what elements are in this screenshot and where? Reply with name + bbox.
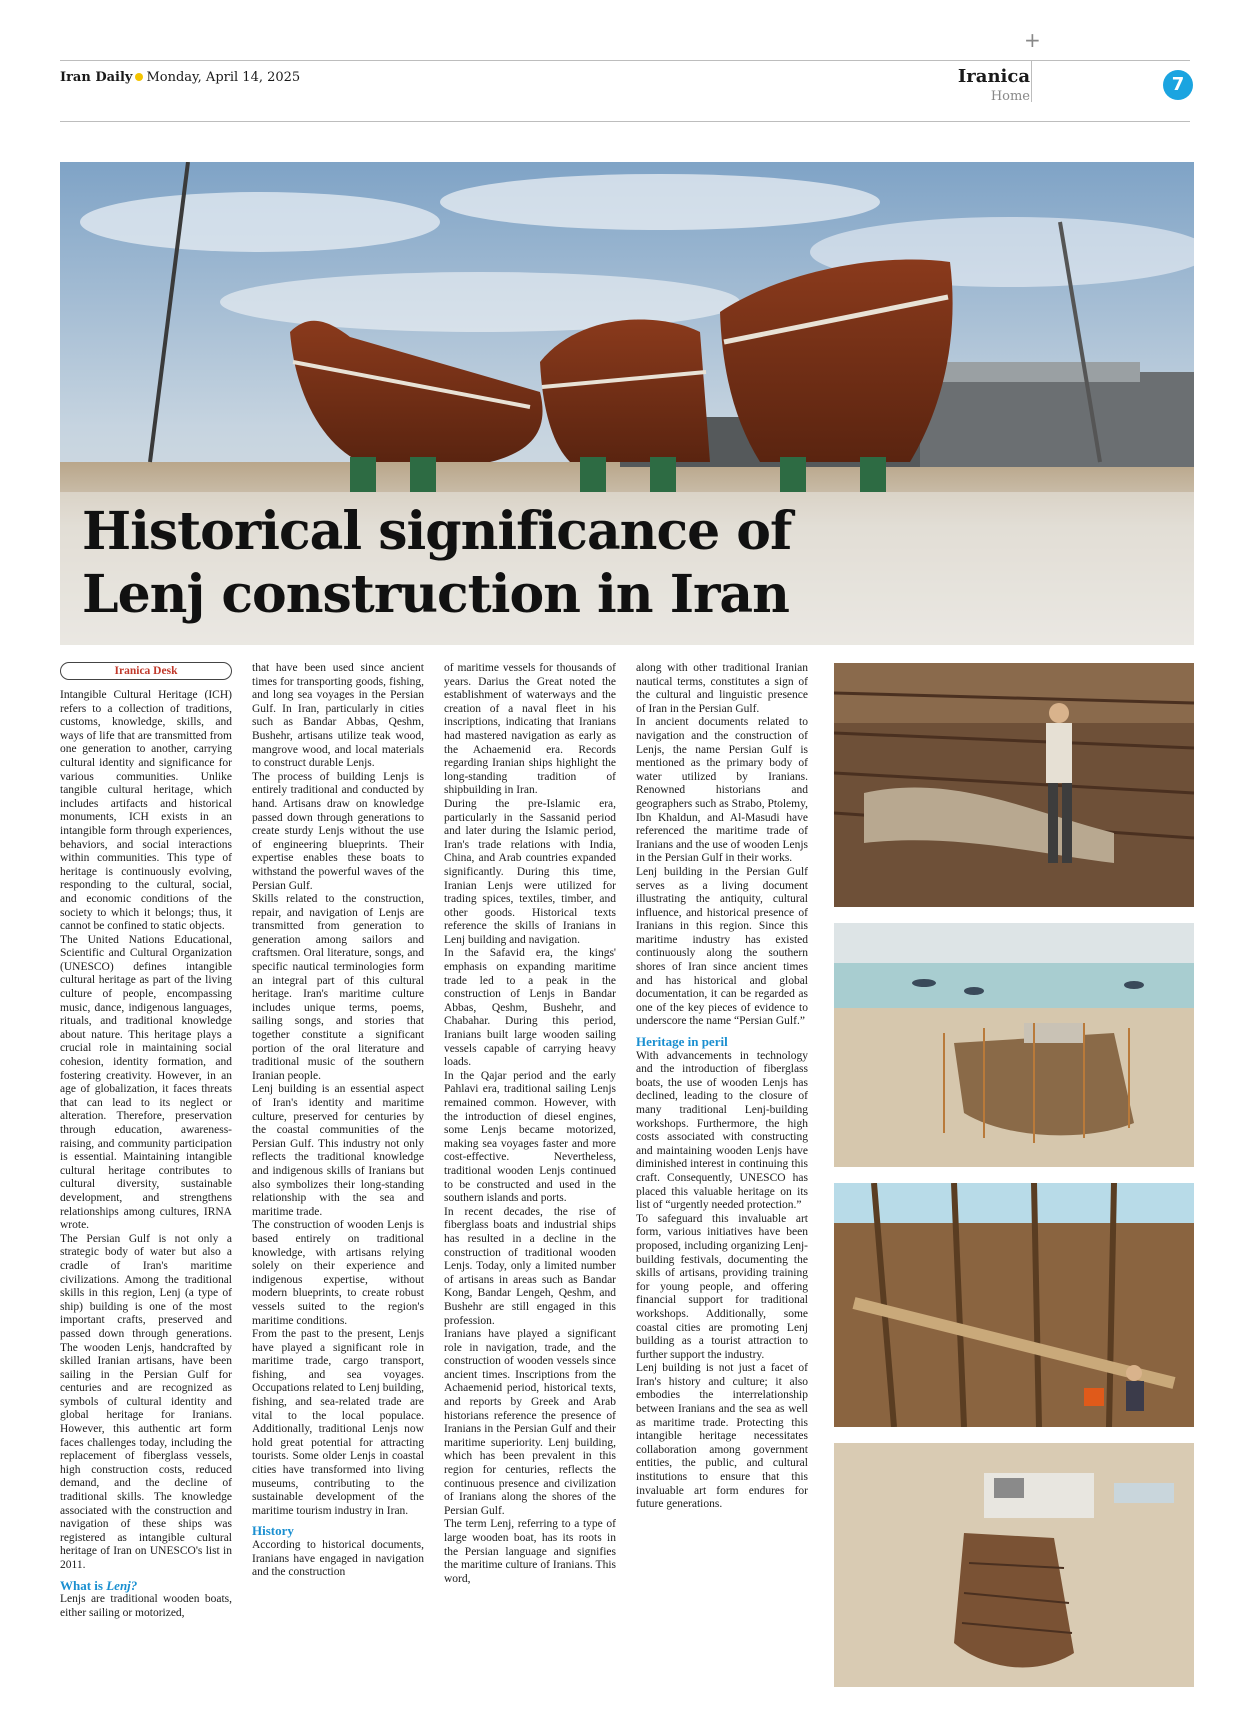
photo-craftsman [834, 663, 1194, 907]
paragraph: Iranians have played a significant role in navigation, trade, and the construction of wooden vessels since ancient times. Inscriptions from the Achaemenid period, historical texts, and reports by Greek and Arab historians reference the presence of Iranians in the Persian Gulf and their maritime superiority. Lenj building, which has been prevalent in this region for centuries, reflects the continuous presence and civilization of Iranians along the shores of the Persian Gulf. [444, 1328, 616, 1517]
section-divider [1031, 60, 1032, 102]
paragraph: The United Nations Educational, Scientific and Cultural Organization (UNESCO) defines intangible cultural heritage as part of the living culture of people, encompassing music, dance, indigenous languages, rituals, and traditional knowledge about nature. This heritage plays a crucial role in maintaining social cohesion, identity formation, and fostering creativity. However, in an age of globalization, it faces threats that can lead to its neglect or alteration. Therefore, preservation through education, awareness-raising, and community participation is essential. Maintaining intangible cultural heritage contributes to cultural diversity, sustainable development, and strengthens relationships among cultures, IRNA wrote. [60, 933, 232, 1232]
paragraph: Intangible Cultural Heritage (ICH) refers to a collection of traditions, customs, knowledge, skills, and ways of life that are transmitted from one generation to another, carrying cultural identity and significance for various communities. Unlike tangible cultural heritage, which includes artifacts and historical monuments, ICH exists in an intangible form through experiences, behaviors, and social interactions within communities. This type of heritage is continuously evolving, responding to the cultural, social, and economic conditions of the society to which it belongs; thus, it cannot be confined to static objects. [60, 689, 232, 933]
section-label [920, 66, 1030, 104]
paragraph: that have been used since ancient times for transporting goods, fishing, and long sea voyages in the Persian Gulf. In Iran, particularly in cities such as Bandar Abbas, Qeshm, Bushehr, artisans utilize teak wood, mangrove wood, and local materials to construct durable Lenjs. [252, 662, 424, 770]
paragraph: Lenj building in the Persian Gulf serves as a living document illustrating the antiquity, cultural influence, and historical presence of Iranians in this region. Since this maritime industry has existed continuously along the southern shores of Iran since ancient times and has historical and global documentation, it can be regarded as one of the key pieces of evidence to underscore the name “Persian Gulf.” [636, 865, 808, 1028]
paragraph: The term Lenj, referring to a type of large wooden boat, has its roots in the Persian language and signifies the maritime culture of Iranians. This word, [444, 1518, 616, 1585]
byline: Iranica Desk [60, 662, 232, 680]
article-column-3 [444, 662, 616, 1586]
section-subtitle: Home [990, 89, 1030, 104]
subheading-prefix: What is [60, 1577, 107, 1593]
subheading-what-is-lenj [60, 1579, 232, 1593]
paragraph: Lenj building is not just a facet of Iran's history and culture; it also embodies the interrelationship between Iranians and the sea as well as maritime trade. Protecting this intangible heritage necessitates collaboration among government entities, the public, and cultural institutions to ensure that this invaluable art form endures for future generations. [636, 1362, 808, 1511]
dot-icon [135, 73, 143, 81]
headline-line-2: Lenj construction in Iran [82, 564, 789, 625]
paragraph: of maritime vessels for thousands of years. Darius the Great noted the establishment of waterways and the creation of a naval fleet in his inscriptions, indicating that Iranians had mastered navigation as early as the Achaemenid era. Records regarding Iranian ships highlight the long-standing tradition of shipbuilding in Iran. [444, 662, 616, 797]
paragraph: Skills related to the construction, repair, and navigation of Lenjs are transmitted from generation to generation among sailors and craftsmen. Oral literature, songs, and specific nautical terminologies form an integral part of this cultural heritage. Iran's maritime culture includes unique terms, poems, sailing songs, and stories that together constitute a significant portion of the oral literature and traditional music of the southern Iranian people. [252, 893, 424, 1082]
section-title: Iranica [957, 66, 1030, 87]
subheading-history: History [252, 1523, 294, 1539]
plus-icon: + [1024, 28, 1041, 52]
article-column-4 [636, 662, 808, 1512]
paragraph: In the Safavid era, the kings' emphasis on expanding maritime trade led to a peak in the construction of Lenjs in Bandar Abbas, Qeshm, Bushehr, and Chabahar. During this period, Iranians built large wooden sailing vessels capable of carrying heavy loads. [444, 947, 616, 1069]
article-column-1 [60, 662, 232, 1620]
issue-date: Monday, April 14, 2025 [146, 70, 301, 85]
paragraph: To safeguard this invaluable art form, various initiatives have been proposed, including organizing Lenj-building festivals, documenting the skills of artisans, providing training for young people, and offering financial support for traditional workshops. Additionally, some coastal cities are promoting Lenj building as a tourist attraction to further support the industry. [636, 1212, 808, 1361]
paragraph: According to historical documents, Iranians have engaged in navigation and the construction [252, 1539, 424, 1579]
paragraph: along with other traditional Iranian nautical terms, constitutes a sign of the cultural and linguistic presence of Iran in the Persian Gulf. [636, 662, 808, 715]
header-top-rule [60, 60, 1190, 61]
paragraph: Lenjs are traditional wooden boats, either sailing or motorized, [60, 1593, 232, 1619]
photo-aerial-lenj [834, 1443, 1194, 1687]
article-column-2 [252, 662, 424, 1580]
paragraph: In the Qajar period and the early Pahlavi era, traditional sailing Lenjs remained common. However, with the introduction of diesel engines, some Lenjs became motorized, making sea voyages faster and more cost-effective. Nevertheless, traditional wooden Lenjs continued to be constructed and used in the southern islands and ports. [444, 1069, 616, 1205]
paragraph: Lenj building is an essential aspect of Iran's identity and maritime culture, preserved for centuries by the coastal communities of the Persian Gulf. This industry not only reflects the traditional knowledge and indigenous skills of Iranians but also symbolizes their long-standing relationship with the sea and maritime trade. [252, 1083, 424, 1218]
photo-hull-frame [834, 1183, 1194, 1427]
photo-lenj-on-shore [834, 923, 1194, 1167]
headline-line-1: Historical significance of [82, 501, 792, 562]
paragraph: During the pre-Islamic era, particularly in the Sassanid period and later during the Islamic period, Iran's trade relations with India, China, and Arab countries expanded significantly. During this time, Iranian Lenjs were utilized for trading spices, textiles, timber, and other goods. Historical texts reference the skills of Iranians in Lenj building and navigation. [444, 797, 616, 946]
subheading-term: Lenj? [106, 1577, 138, 1593]
paragraph: The construction of wooden Lenjs is based entirely on traditional knowledge, with artisans relying solely on their experience and indigenous expertise, without modern blueprints, to create robust vessels suited to the region's maritime conditions. [252, 1219, 424, 1327]
paragraph: From the past to the present, Lenjs have played a significant role in maritime trade, cargo transport, fishing, and sea voyages. Occupations related to Lenj building, fishing, and sea-related trade are vital to the local populace. Additionally, traditional Lenjs now hold great potential for attracting tourists. Some older Lenjs in coastal cities have transformed into living museums, contributing to the sustainable development of the maritime tourism industry in Iran. [252, 1328, 424, 1517]
subheading-heritage-in-peril: Heritage in peril [636, 1034, 728, 1050]
page-number-badge: 7 [1163, 70, 1193, 100]
paragraph: The Persian Gulf is not only a strategic body of water but also a cradle of Iran's maritime civilizations. Among the traditional skills in this region, Lenj (a type of ship) building is one of the most important crafts, preserved and passed down through generations. The wooden Lenjs, handcrafted by skilled Iranian artisans, have been sailing in the Persian Gulf for centuries and are recognized as symbols of cultural identity and global heritage for Iranians. However, this authentic art form faces challenges today, including the replacement of fiberglass vessels, high construction costs, reduced demand, and the decline of traditional skills. The knowledge associated with the construction and navigation of these ships was registered as intangible cultural heritage of Iran on UNESCO's list in 2011. [60, 1232, 232, 1571]
paragraph: With advancements in technology and the introduction of fiberglass boats, the use of wooden Lenjs has declined, leading to the closure of many traditional Lenj-building workshops. Furthermore, the high costs associated with constructing and maintaining wooden Lenjs have diminished interest in continuing this craft. Consequently, UNESCO has placed this valuable heritage on its list of “urgently needed protection.” [636, 1049, 808, 1212]
header-bottom-rule [60, 121, 1190, 122]
masthead [60, 70, 300, 85]
paragraph: In ancient documents related to navigation and the construction of Lenjs, the name Persian Gulf is mentioned as the primary body of water utilized by Iranians. Renowned historians and geographers such as Strabo, Ptolemy, Ibn Khaldun, and Al-Masudi have referenced the maritime trade of Iranians and the use of wooden Lenjs in the Persian Gulf in their works. [636, 716, 808, 865]
paragraph: In recent decades, the rise of fiberglass boats and industrial ships has resulted in a decline in the construction of traditional wooden Lenjs. Today, only a limited number of artisans in areas such as Bandar Kong, Bandar Lengeh, Qeshm, and Bushehr are still engaged in this profession. [444, 1205, 616, 1327]
paragraph: The process of building Lenjs is entirely traditional and conducted by hand. Artisans draw on knowledge passed down through generations to create sturdy Lenjs without the use of engineering blueprints. Their expertise enables these boats to withstand the powerful waves of the Persian Gulf. [252, 770, 424, 892]
headline [82, 500, 862, 626]
paper-name: Iran Daily [60, 70, 133, 85]
